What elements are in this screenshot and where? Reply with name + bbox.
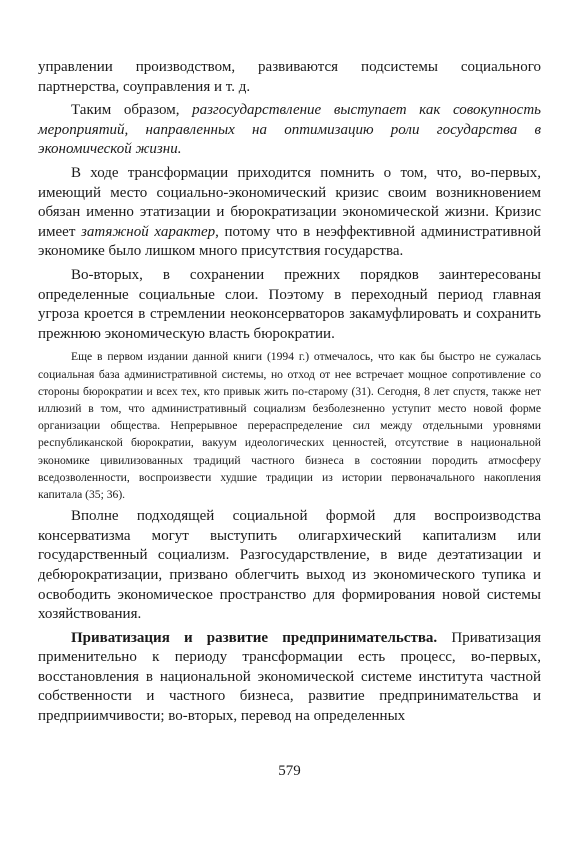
- paragraph-second: Во-вторых, в сохранении прежних порядков заинтересованы определенные социальные слои. Поэтому в переходный период главная угроза кроется в стремлении неоконсерваторов закамуфлировать и сохранить прежнюю экономическую власть бюрократии.: [38, 266, 541, 342]
- paragraph-summary: [38, 101, 541, 160]
- crisis-emphasis: затяжной характер: [81, 223, 216, 240]
- section-heading: Приватизация и развитие предпринимательства.: [71, 629, 438, 646]
- page-body: [38, 58, 541, 727]
- summary-lead: Таким образом,: [71, 102, 193, 119]
- paragraph-conservatism: Вполне подходящей социальной формой для воспроизводства консерватизма могут выступить олигархический капитализм или государственный социализм. Разгосударствление, в виде деэтатизации и дебюрократизации, призвано облегчить выход из экономического тупика и освободить экономическое пространство для формирования новой системы хозяйствования.: [38, 508, 541, 623]
- paragraph-crisis: [38, 164, 541, 262]
- crisis-text-a: В ходе трансформации приходится помнить о том, что, во-первых, имеющий место социально-экономический кризис своим возникновением обязан именно этатизации и бюрократизации экономической жизни. Кризис имеет: [38, 164, 541, 240]
- paragraph-continuation: управлении производством, развиваются подсистемы социального партнерства, соуправления и т. д.: [38, 59, 541, 95]
- summary-definition: разгосударствление выступает как совокупность мероприятий, направленных на оптимизацию роли государства в экономической жизни.: [38, 102, 541, 158]
- paragraph-privatization: [38, 629, 541, 727]
- crisis-text-b: , потому что в неэффективной административной экономике было лишком много присутствия государства.: [38, 223, 541, 260]
- footnote-block: Еще в первом издании данной книги (1994 г.) отмечалось, что как бы быстро не сужалась социальная база административной системы, но отход от нее встречает мощное сопротивление со стороны бюрократии и всех тех, кто привык жить по-старому (31). Сегодня, 8 лет спустя, также нет иллюзий в том, что административный социализм безболезненно уступит место новой форме организации общества. Непрерывное перераспределение сил между отдельными уровнями республиканской бюрократии, вакуум идеологических ценностей, отсутствие в национальной экономике цивилизованных традиций частного бизнеса в состоянии породить атмосферу вседозволенности, воспроизвести худшие традиции из истории первоначального накопления капитала (35; 36).: [38, 350, 541, 501]
- page-number: 579: [278, 763, 301, 779]
- privatization-text: Приватизация применительно к периоду трансформации есть процесс, во-первых, восстановления в национальной экономической системе института частной собственности и частного бизнеса, развитие предпринимательства и предприимчивости; во-вторых, перевод на определенных: [38, 629, 541, 725]
